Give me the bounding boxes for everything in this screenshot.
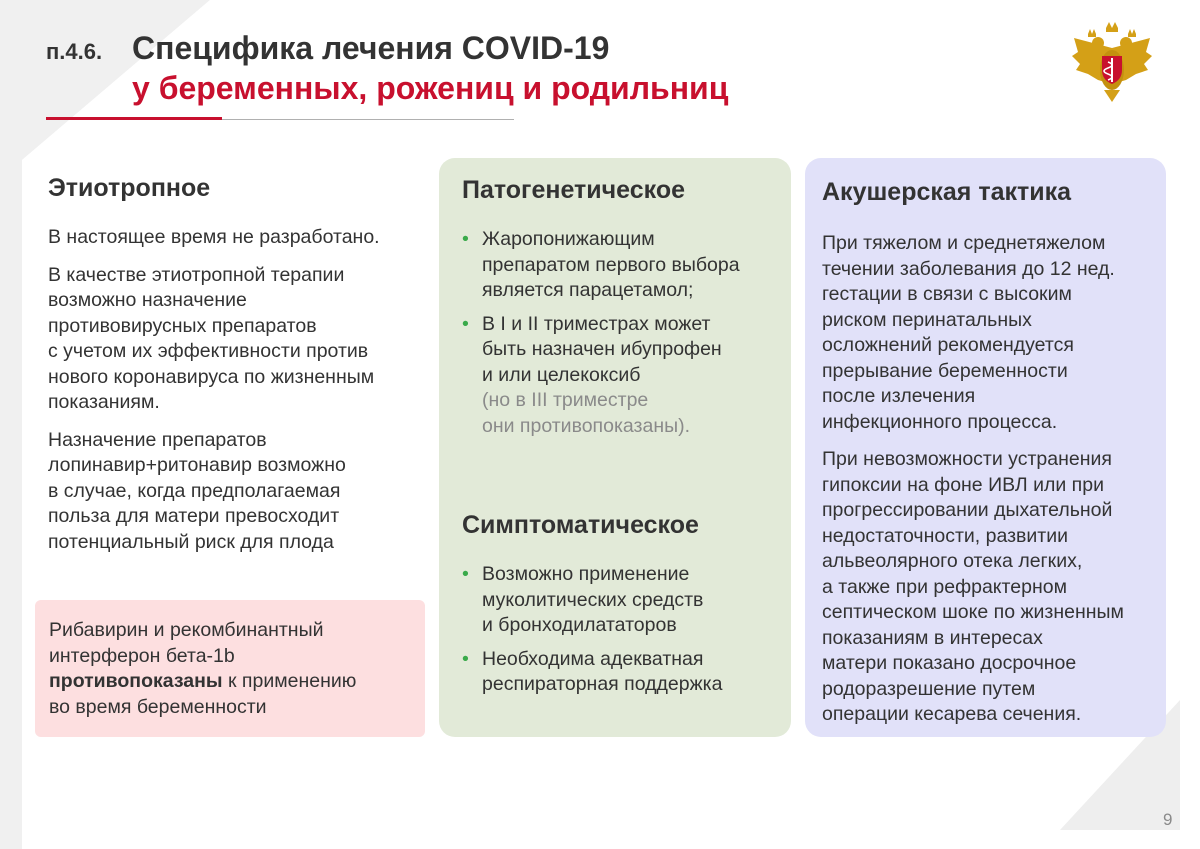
etiotropic-paragraph: Назначение препаратов лопинавир+ритонавир возможно в случае, когда предполагаемая польза для матери превосходит потенциальный риск для плода xyxy=(48,428,346,553)
etiotropic-section xyxy=(48,174,428,567)
symptomatic-heading: Симптоматическое xyxy=(462,511,699,539)
list-item: • Необходима адекватная респираторная поддержка xyxy=(462,647,723,695)
obstetric-paragraph: При невозможности устранения гипоксии на фоне ИВЛ или при прогрессировании дыхательной недостаточности, развитии альвеолярного отека легких, а также при рефрактерном септическом шоке по жизненным показаниям в интересах матери показано досрочное родоразрешение путем операции кесарева сечения. xyxy=(822,448,1124,725)
symptomatic-list xyxy=(462,562,782,698)
list-item: • Возможно применение муколитических средств и бронходилататоров xyxy=(462,563,704,636)
warning-line: к применению xyxy=(222,670,357,692)
pathogenetic-section xyxy=(462,176,782,447)
pathogenetic-list xyxy=(462,227,782,439)
pathogenetic-heading: Патогенетическое xyxy=(462,176,686,204)
bullet-dot-icon: • xyxy=(462,563,469,585)
symptomatic-section xyxy=(462,511,782,706)
etiotropic-paragraph: В качестве этиотропной терапии возможно назначение противовирусных препаратов с учетом их эффективности против нового коронавируса по жизненным показаниям. xyxy=(48,263,375,413)
double-headed-eagle-emblem-icon xyxy=(1068,18,1156,106)
title-underline-accent xyxy=(46,117,222,120)
list-item: • Жаропонижающим препаратом первого выбора является парацетамол; xyxy=(462,228,740,301)
warning-line: Рибавирин и рекомбинантный xyxy=(49,619,324,641)
warning-line: во время беременности xyxy=(49,695,267,718)
title-underline xyxy=(222,119,514,120)
etiotropic-paragraph: В настоящее время не разработано. xyxy=(48,226,380,248)
trimester-note: (но в III триместре они противопоказаны). xyxy=(482,389,691,437)
bullet-dot-icon: • xyxy=(462,228,469,250)
list-item: • В I и II триместрах может быть назначен ибупрофен и или целекоксиб (но в III триместре они противопоказаны). xyxy=(462,312,782,440)
section-number: п.4.6. xyxy=(46,39,103,64)
warning-text xyxy=(49,618,425,720)
page-number: 9 xyxy=(1163,810,1173,829)
warning-emphasis: противопоказаны xyxy=(49,670,223,692)
contraindication-warning-box xyxy=(35,600,425,737)
bullet-dot-icon: • xyxy=(462,312,469,335)
bullet-dot-icon: • xyxy=(462,647,469,670)
warning-line: интерферон бета-1b xyxy=(49,644,235,667)
slide-title: Специфика лечения COVID-19 xyxy=(132,30,610,66)
obstetric-paragraph: При тяжелом и среднетяжелом течении заболевания до 12 нед. гестации в связи с высоким риском перинатальных осложнений рекомендуется прерывание беременности после излечения инфекционного процесса. xyxy=(822,232,1115,433)
slide-subtitle: у беременных, рожениц и родильниц xyxy=(132,70,729,106)
obstetric-section xyxy=(822,178,1162,740)
obstetric-heading: Акушерская тактика xyxy=(822,178,1072,206)
etiotropic-heading: Этиотропное xyxy=(48,174,211,202)
